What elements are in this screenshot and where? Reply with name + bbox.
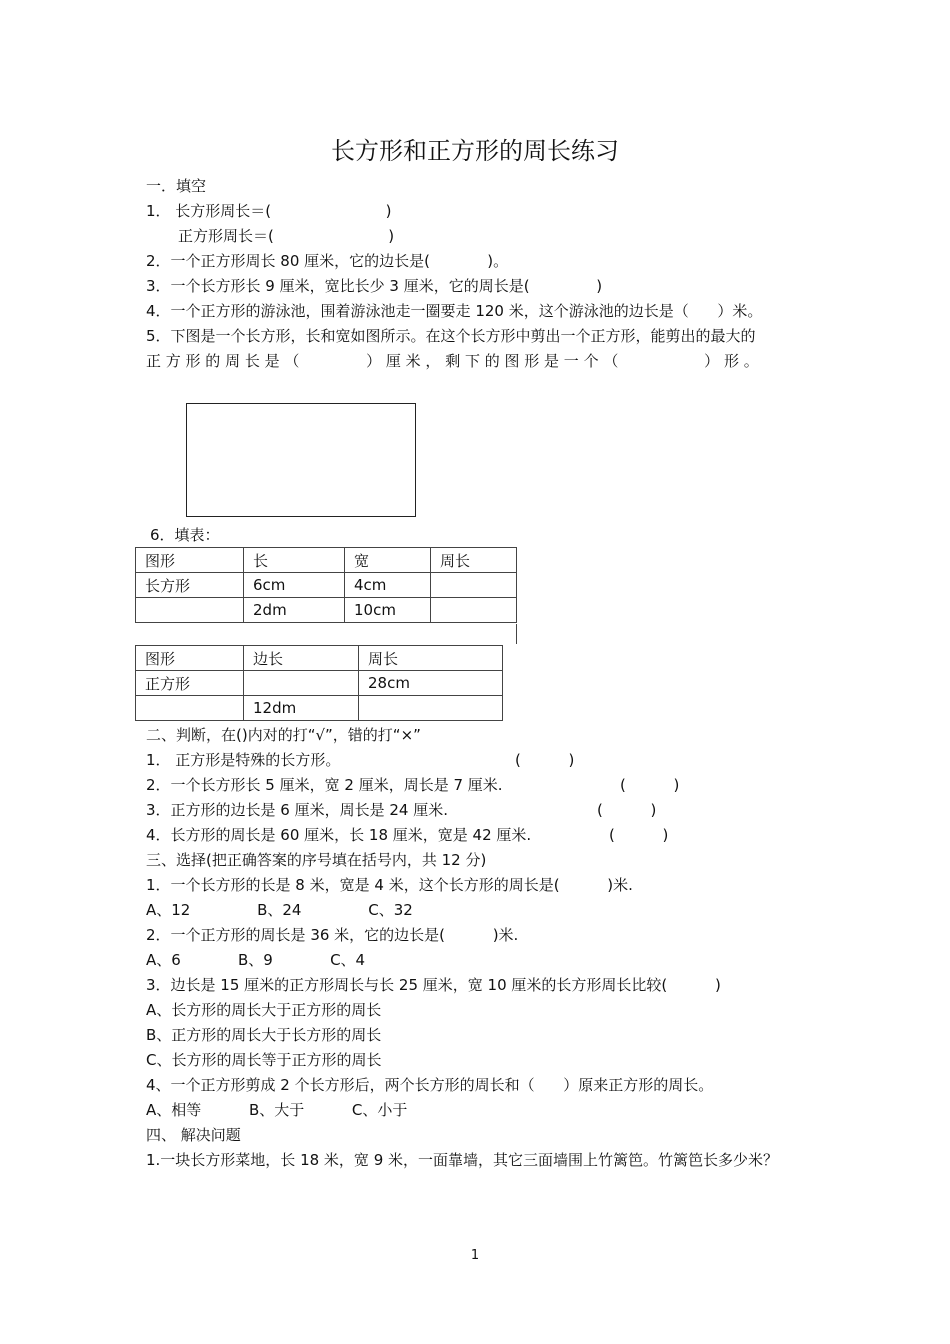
- table-cell-blank[interactable]: [431, 573, 517, 598]
- table-row: [136, 573, 517, 598]
- judge-answer-blank-4[interactable]: ( ): [609, 826, 669, 844]
- table-cell: 28cm: [359, 671, 503, 696]
- judge-answer-blank-2[interactable]: ( ): [620, 776, 680, 794]
- table-cell: 长方形: [136, 573, 244, 598]
- table-header-row: [136, 646, 503, 671]
- table-header-cell: 图形: [136, 646, 244, 671]
- question-1a: 1． 长方形周长＝( ): [146, 202, 392, 220]
- question-4: 4．一个正方形的游泳池，围着游泳池走一圈要走 120 米，这个游泳池的边长是（ ）米。: [146, 302, 763, 320]
- square-table: [135, 645, 503, 721]
- table-cell-blank[interactable]: [431, 598, 517, 623]
- table-header-cell: 周长: [359, 646, 503, 671]
- choice-options-1: A、12 B、24 C、32: [146, 901, 413, 919]
- table-cell: 2dm: [244, 598, 345, 623]
- page-title: 长方形和正方形的周长练习: [331, 137, 619, 165]
- question-5-line1: 5．下图是一个长方形，长和宽如图所示。在这个长方形中剪出一个正方形，能剪出的最大的: [146, 327, 756, 345]
- table-cell-blank[interactable]: [359, 696, 503, 721]
- page-number: 1: [470, 1248, 480, 1263]
- table-header-cell: 宽: [345, 548, 431, 573]
- choice-option-3b: B、正方形的周长大于长方形的周长: [146, 1026, 382, 1044]
- choice-question-2: 2．一个正方形的周长是 36 米，它的边长是( )米.: [146, 926, 519, 944]
- table-cell: 12dm: [244, 696, 359, 721]
- rectangle-table: [135, 547, 517, 623]
- judge-question-2: 2．一个长方形长 5 厘米，宽 2 厘米，周长是 7 厘米.: [146, 776, 503, 794]
- judge-question-1: 1． 正方形是特殊的长方形。: [146, 751, 341, 769]
- question-1b: 正方形周长＝( ): [178, 227, 395, 245]
- question-5-line2: 正 方 形 的 周 长 是 （ ） 厘 米 ， 剩 下 的 图 形 是 一 个 （ ） 形 。: [146, 352, 759, 370]
- table-divider: [516, 624, 517, 644]
- table-cell-blank[interactable]: [136, 696, 244, 721]
- judge-question-4: 4．长方形的周长是 60 厘米，长 18 厘米，宽是 42 厘米.: [146, 826, 532, 844]
- judge-question-3: 3．正方形的边长是 6 厘米，周长是 24 厘米.: [146, 801, 449, 819]
- table-row: [136, 696, 503, 721]
- choice-options-2: A、6 B、9 C、4: [146, 951, 366, 969]
- table-cell: 10cm: [345, 598, 431, 623]
- section-heading-judge: 二、判断，在()内对的打“√”，错的打“×”: [146, 726, 421, 744]
- table-header-cell: 边长: [244, 646, 359, 671]
- choice-options-4: A、相等 B、大于 C、小于: [146, 1101, 408, 1119]
- table-row: [136, 671, 503, 696]
- section-heading-fill-blank: 一．填空: [146, 177, 207, 195]
- table-header-cell: 长: [244, 548, 345, 573]
- table-cell-blank[interactable]: [136, 598, 244, 623]
- question-2: 2．一个正方形周长 80 厘米，它的边长是( )。: [146, 252, 509, 270]
- judge-answer-blank-3[interactable]: ( ): [597, 801, 657, 819]
- table-header-cell: 图形: [136, 548, 244, 573]
- table-cell-blank[interactable]: [244, 671, 359, 696]
- table-cell: 6cm: [244, 573, 345, 598]
- table-cell: 正方形: [136, 671, 244, 696]
- choice-option-3a: A、长方形的周长大于正方形的周长: [146, 1001, 382, 1019]
- question-3: 3．一个长方形长 9 厘米，宽比长少 3 厘米，它的周长是( ): [146, 277, 603, 295]
- rectangle-figure: [186, 403, 416, 517]
- judge-answer-blank-1[interactable]: ( ): [515, 751, 575, 769]
- table-header-cell: 周长: [431, 548, 517, 573]
- choice-question-3: 3．边长是 15 厘米的正方形周长与长 25 厘米，宽 10 厘米的长方形周长比较( ): [146, 976, 721, 994]
- solve-question-1: 1.一块长方形菜地，长 18 米，宽 9 米，一面靠墙，其它三面墙围上竹篱笆。竹篱笆长多少米？: [146, 1151, 779, 1169]
- table-row: [136, 598, 517, 623]
- table-cell: 4cm: [345, 573, 431, 598]
- choice-question-1: 1．一个长方形的长是 8 米，宽是 4 米，这个长方形的周长是( )米.: [146, 876, 633, 894]
- table-header-row: [136, 548, 517, 573]
- choice-question-4: 4、一个正方形剪成 2 个长方形后，两个长方形的周长和（ ）原来正方形的周长。: [146, 1076, 714, 1094]
- section-heading-solve: 四、 解决问题: [146, 1126, 241, 1144]
- section-heading-choice: 三、选择(把正确答案的序号填在括号内，共 12 分): [146, 851, 487, 869]
- question-6: 6．填表：: [150, 526, 220, 544]
- choice-option-3c: C、长方形的周长等于正方形的周长: [146, 1051, 382, 1069]
